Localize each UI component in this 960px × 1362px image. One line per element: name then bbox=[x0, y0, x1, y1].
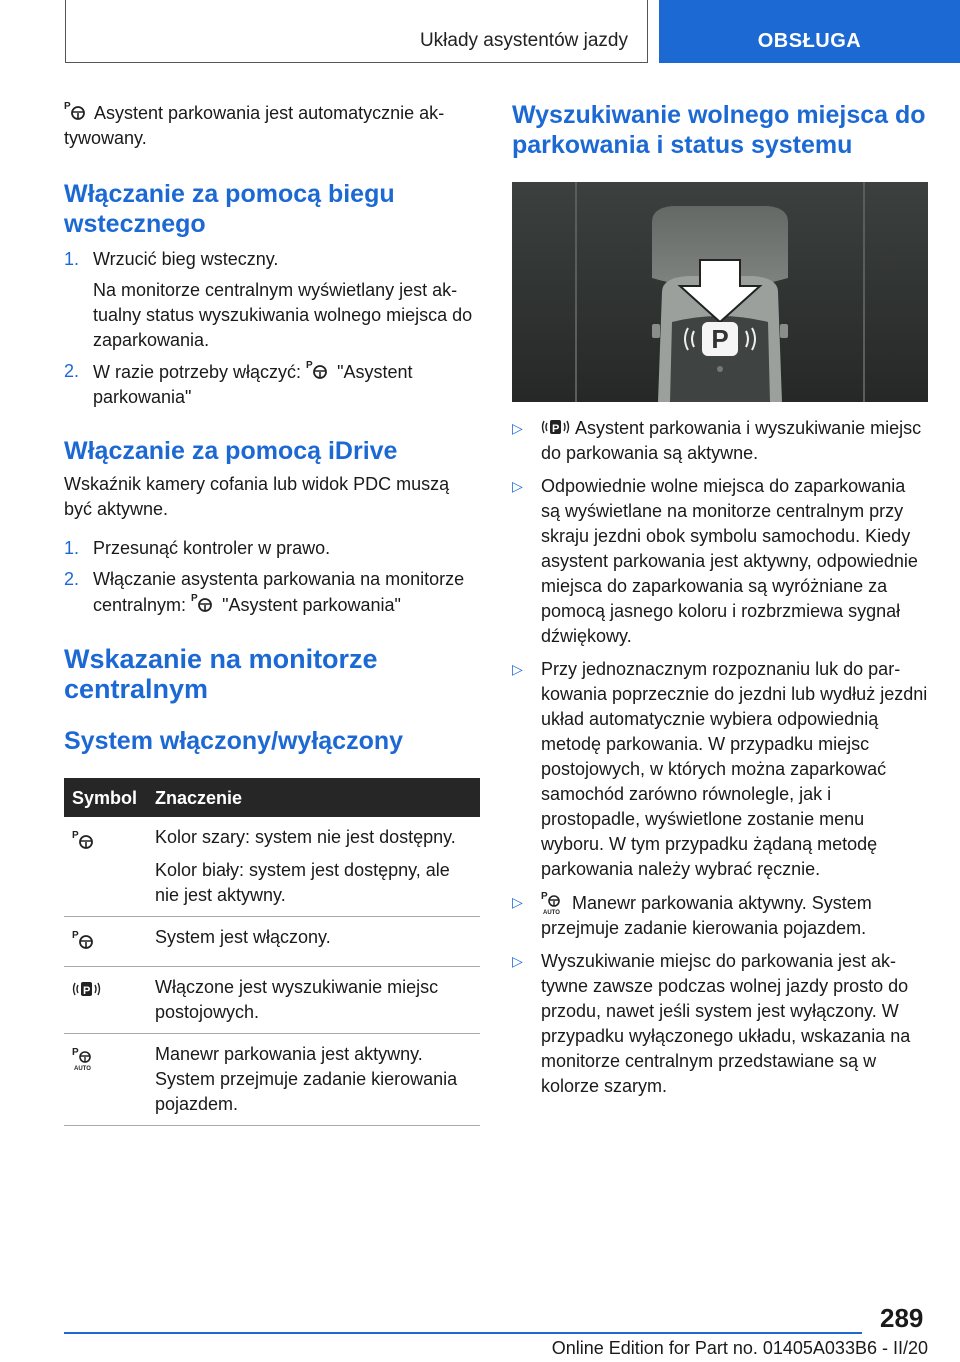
status-bullet-list bbox=[512, 416, 928, 1099]
list-item bbox=[512, 890, 928, 941]
bullet-text: Manewr parkowania aktywny. System przejmuje zadanie kierowania pojazdem. bbox=[541, 893, 872, 938]
triangle-bullet-icon: ▷ bbox=[512, 953, 523, 969]
col-header-symbol: Symbol bbox=[64, 778, 147, 817]
list-item bbox=[512, 474, 928, 649]
edition-note: Online Edition for Part no. 01405A033B6 - II/20 bbox=[551, 1338, 928, 1358]
col-header-meaning: Znaczenie bbox=[147, 778, 480, 817]
reverse-steps-list bbox=[64, 247, 480, 410]
heading-monitor: Wskazanie na monitorze centralnym bbox=[64, 644, 378, 704]
meaning-cell bbox=[147, 817, 480, 917]
step-text-tail: "Asystent parkowania" bbox=[93, 362, 413, 407]
footer-divider bbox=[64, 1332, 862, 1334]
triangle-bullet-icon: ▷ bbox=[512, 661, 523, 677]
table-row bbox=[64, 967, 480, 1034]
heading-idrive: Włączanie za pomocą iDrive bbox=[64, 437, 398, 465]
parking-assist-icon bbox=[64, 100, 90, 122]
heading-system-on-off: System włączony/wyłączony bbox=[64, 727, 404, 755]
symbol-cell bbox=[64, 817, 147, 917]
table-row bbox=[64, 917, 480, 967]
list-item bbox=[64, 247, 480, 353]
intro-text: Asystent parkowania jest automatycznie aktywowany. bbox=[64, 103, 445, 148]
list-item bbox=[512, 657, 928, 882]
step-text: Włączanie asystenta parkowania na monitorze centralnym: bbox=[93, 569, 465, 615]
table-row bbox=[64, 1034, 480, 1126]
bullet-text: Odpowiednie wolne miejsca do zaparkowania są wyświetlane na monitorze centralnym przy skraju jezdni obok symbolu samochodu. Kiedy asystent parkowania jest aktywny, odpowiednie miejsca do zaparkowania są wyróżniane za pomocą jasnego koloru i rozbrzmiewa sygnał dźwiękowy. bbox=[541, 476, 918, 646]
heading-reverse-gear: Włączanie za pomocą biegu wstecznego bbox=[64, 180, 395, 238]
page-number: 289 bbox=[880, 1303, 924, 1333]
list-item bbox=[512, 416, 928, 466]
idrive-note: Wskaźnik kamery cofania lub widok PDC muszą być aktywne. bbox=[64, 474, 450, 519]
meaning-cell: Manewr parkowania jest aktywny. System przejmuje zadanie kierowania pojazdem. bbox=[147, 1034, 480, 1126]
step-number: 2. bbox=[64, 569, 80, 589]
step-number: 1. bbox=[64, 249, 80, 269]
chapter-tab-label: OBSŁUGA bbox=[757, 30, 862, 52]
triangle-bullet-icon: ▷ bbox=[512, 894, 523, 910]
left-column bbox=[64, 100, 480, 1126]
section-title: Układy asystentów jazdy bbox=[419, 30, 628, 51]
heading-search-status: Wyszukiwanie wolnego miejsca do parkowania i status systemu bbox=[512, 101, 926, 159]
right-column bbox=[512, 100, 928, 1107]
meaning-cell: System jest włączony. bbox=[147, 917, 480, 967]
meaning-line: Kolor biały: system jest dostępny, ale nie jest aktywny. bbox=[155, 860, 450, 905]
idrive-steps-list bbox=[64, 536, 480, 618]
parking-assist-icon bbox=[72, 829, 98, 851]
symbol-cell bbox=[64, 967, 147, 1034]
symbol-cell bbox=[64, 1034, 147, 1126]
parking-auto-icon bbox=[541, 890, 567, 916]
intro-paragraph bbox=[64, 100, 480, 151]
step-text-tail: "Asystent parkowania" bbox=[222, 595, 401, 615]
parking-search-icon bbox=[541, 417, 571, 437]
table-header-row bbox=[64, 778, 480, 817]
step-text: Przesunąć kontroler w prawo. bbox=[93, 538, 331, 558]
step-detail: Na monitorze centralnym wyświetlany jest aktualny status wyszukiwania wolnego miejsca do zaparkowania. bbox=[93, 280, 473, 350]
illustration-p-label: P bbox=[711, 324, 729, 354]
table-row bbox=[64, 817, 480, 917]
chapter-tab[interactable] bbox=[659, 0, 960, 63]
list-item bbox=[64, 359, 480, 410]
car-top-view-graphic bbox=[512, 182, 928, 402]
parking-illustration bbox=[512, 182, 928, 402]
step-number: 2. bbox=[64, 361, 80, 381]
bullet-text: Wyszukiwanie miejsc do parkowania jest aktywne zawsze podczas wolnej jazdy prosto do przodu, nawet jeśli system jest wyłączony. W przypadku wyłączonego układu, wskazania na monitorze centralnym przedstawiane są w kolorze szarym. bbox=[541, 951, 911, 1096]
triangle-bullet-icon: ▷ bbox=[512, 420, 523, 436]
bullet-text: Asystent parkowania i wyszukiwanie miejsc do parkowania są aktywne. bbox=[541, 418, 922, 463]
bullet-text: Przy jednoznacznym rozpoznaniu luk do parkowania poprzecznie do jezdni lub wydłuż jezdni układ automatycznie wybiera odpowiednią metodę parkowania. W przypadku miejsc postojowych, w których można zaparkować samochód zarówno równolegle, jak i prostopadle, wyświetlone zostanie menu wyboru. W tym przypadku żądaną metodę parkowania należy wybrać ręcznie. bbox=[541, 659, 928, 879]
list-item bbox=[64, 567, 480, 618]
list-item bbox=[64, 536, 480, 561]
parking-assist-icon bbox=[306, 359, 332, 381]
meaning-line: Kolor szary: system nie jest dostępny. bbox=[155, 827, 456, 847]
step-text: W razie potrzeby włączyć: bbox=[93, 362, 302, 382]
triangle-bullet-icon: ▷ bbox=[512, 478, 523, 494]
list-item bbox=[512, 949, 928, 1099]
parking-assist-icon bbox=[72, 929, 98, 951]
parking-search-icon bbox=[72, 979, 102, 999]
meaning-cell: Włączone jest wyszukiwanie miejsc postojowych. bbox=[147, 967, 480, 1034]
parking-assist-icon bbox=[191, 592, 217, 614]
step-number: 1. bbox=[64, 538, 80, 558]
parking-auto-icon bbox=[72, 1046, 98, 1072]
symbol-cell bbox=[64, 917, 147, 967]
step-text: Wrzucić bieg wsteczny. bbox=[93, 249, 279, 269]
symbol-table bbox=[64, 778, 480, 1126]
